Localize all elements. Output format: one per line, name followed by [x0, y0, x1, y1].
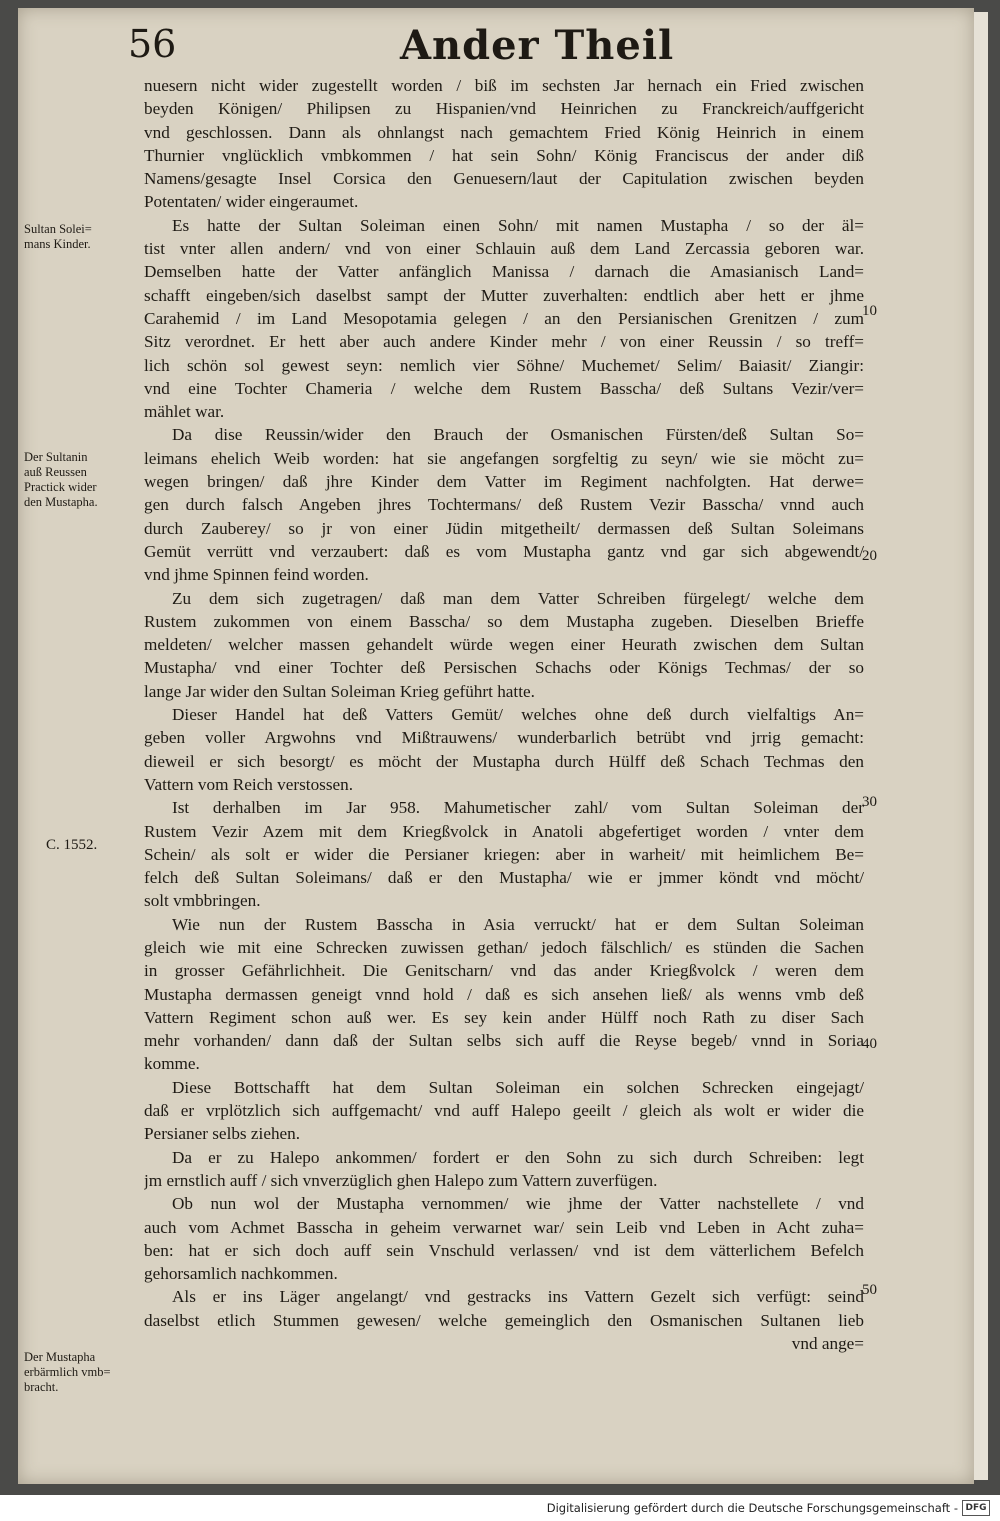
text-line: Carahemid / im Land Mesopotamia gelegen / an den Persianischen Grenitzen / zum	[144, 308, 864, 328]
text-line: Es hatte der Sultan Soleiman einen Sohn/ mit namen Mustapha / so der äl=	[172, 215, 864, 235]
footer	[0, 1495, 1000, 1521]
text-line: ben: hat er sich doch auff sein Vnschuld verlassen/ vnd ist dem vätterlichem Befelch	[144, 1240, 864, 1260]
text-line: Gemüt verrütt vnd verzaubert: daß es vom Mustapha gantz vnd gar sich abgewendt/	[144, 541, 864, 561]
page-edge	[974, 12, 988, 1480]
text-line: durch Zauberey/ so jr von einer Jüdin mitgetheilt/ dermassen deß Sultan Soleimans	[144, 518, 864, 538]
margin-note-line: Practick wider	[24, 480, 97, 494]
text-line: geben voller Argwohns vnd Mißtrauwens/ wunderbarlich betrübt vnd jrrig gemacht:	[144, 728, 864, 748]
margin-note-line: Der Sultanin	[24, 450, 88, 464]
margin-note-line: den Mustapha.	[24, 495, 98, 509]
text-line: Thurnier vnglücklich vmbkommen / hat sein Sohn/ König Franciscus der ander diß	[144, 145, 864, 165]
line-number: 20	[862, 548, 877, 564]
margin-note-line: auß Reussen	[24, 465, 87, 479]
text-line: Vattern Regiment schon auß wer. Es sey kein ander Hülff noch Rath zu diser Sach	[144, 1007, 864, 1027]
line-number: 40	[862, 1036, 877, 1052]
text-line: Ist derhalben im Jar 958. Mahumetischer zahl/ vom Sultan Soleiman der	[172, 798, 864, 818]
text-line: lange Jar wider den Sultan Soleiman Krieg geführt hatte.	[144, 681, 535, 701]
text-line: Mustapha dermassen geneigt vnnd hold / daß es sich ansehen ließ/ als wenns vmb deß	[144, 984, 864, 1004]
margin-note-line: erbärmlich vmb=	[24, 1365, 111, 1379]
text-line: Potentaten/ wider eingeraumet.	[144, 192, 359, 212]
text-line: schafft eingeben/sich daselbst sampt der Mutter zuverhalten: endtlich aber hett er jhme	[144, 285, 864, 305]
page-number: 56	[128, 22, 177, 66]
text-line: beyden Königen/ Philipsen zu Hispanien/vnd Heinrichen zu Franckreich/auffgericht	[144, 99, 864, 119]
line-number: 30	[862, 794, 877, 810]
text-line: lich schön sol gewest seyn: nemlich vier Söhne/ Muchemet/ Selim/ Baiasit/ Ziangir:	[144, 355, 864, 375]
footer-credit: Digitalisierung gefördert durch die Deutsche Forschungsgemeinschaft -	[546, 1501, 958, 1515]
text-line: Persianer selbs ziehen.	[144, 1124, 301, 1144]
text-line: jm ernstlich auff / sich vnverzüglich ghen Halepo zum Vattern zuverfügen.	[144, 1170, 658, 1190]
text-line: Wie nun der Rustem Basscha in Asia verruckt/ hat er dem Sultan Soleiman	[172, 914, 864, 934]
body-text	[144, 74, 864, 1355]
margin-note-year	[46, 838, 158, 853]
text-line: mehr vorhanden/ dann daß der Sultan selbs sich auff die Reyse begeb/ vnnd in Soria	[144, 1031, 864, 1051]
margin-note-line: C. 1552.	[46, 837, 98, 853]
text-line: komme.	[144, 1054, 200, 1074]
text-line: solt vmbbringen.	[144, 891, 261, 911]
text-line: Demselben hatte der Vatter anfänglich Manissa / darnach die Amasianisch Land=	[144, 262, 864, 282]
text-line: leimans ehelich Weib worden: hat sie angefangen sorgfeltig zu seyn/ wie sie möcht zu=	[144, 448, 864, 468]
text-line: tist vnter allen andern/ vnd von einer Schlauin auß dem Land Zercassia geboren war.	[144, 239, 864, 259]
text-line: Ob nun wol der Mustapha vernommen/ wie jhme der Vatter nachstellete / vnd	[172, 1194, 864, 1214]
text-line: Als er ins Läger angelangt/ vnd gestracks ins Vattern Gezelt sich verfügt: seind	[172, 1287, 864, 1307]
margin-note	[24, 222, 136, 252]
text-line: vnd geschlossen. Dann als ohnlangst nach gemachtem Fried König Heinrich in einem	[144, 122, 864, 142]
text-line: Sitz verordnet. Er hett aber auch andere Kinder mehr / von einer Reussin / so treff=	[144, 332, 864, 352]
text-line: vnd eine Tochter Chameria / welche dem Rustem Basscha/ deß Sultans Vezir/ver=	[144, 378, 864, 398]
dfg-logo: DFG	[962, 1500, 990, 1516]
text-line: Rustem Vezir Azem mit dem Kriegßvolck in Anatoli abgefertiget worden / vnter dem	[144, 821, 864, 841]
text-line: Namens/gesagte Insel Corsica den Genuesern/laut der Capitulation zwischen beyden	[144, 169, 864, 189]
text-line: Mustapha/ vnd einer Tochter deß Persischen Schachs oder Königs Techmas/ der so	[144, 658, 864, 678]
text-line: Da er zu Halepo ankommen/ fordert er den Sohn zu sich durch Schreiben: legt	[172, 1147, 864, 1167]
margin-note-line: mans Kinder.	[24, 237, 91, 251]
catchword: vnd ange=	[791, 1334, 864, 1354]
text-line: gen durch falsch Angeben jhres Tochtermans/ deß Rustem Vezir Basscha/ vnnd auch	[144, 495, 864, 515]
text-line: felch deß Sultan Soleimans/ daß er den Mustapha/ wie er jmmer köndt vnd möcht/	[144, 868, 864, 888]
text-line: Vattern vom Reich verstossen.	[144, 774, 354, 794]
text-line: nuesern nicht wider zugestellt worden / biß im sechsten Jar hernach ein Fried zwischen	[144, 76, 864, 95]
text-line: daselbst etlich Stummen gewesen/ welche gemeinglich den Osmanischen Sultanen lieb	[144, 1310, 864, 1330]
margin-note-line: Sultan Solei=	[24, 222, 92, 236]
text-line: Dieser Handel hat deß Vatters Gemüt/ welches ohne deß durch vielfaltigs An=	[172, 705, 864, 725]
margin-note	[24, 1350, 136, 1395]
text-line: Schein/ als solt er wider die Persianer kriegen: aber in warheit/ mit heimlichem Be=	[144, 844, 864, 864]
text-line: Rustem zukommen von einem Basscha/ so dem Mustapha zugeben. Dieselben Brieffe	[144, 611, 864, 631]
line-number: 50	[862, 1282, 877, 1298]
text-line: mählet war.	[144, 402, 225, 422]
text-line: in grosser Gefährlichheit. Die Genitscharn/ vnd das ander Kriegßvolck / weren dem	[144, 961, 864, 981]
margin-note	[24, 450, 136, 510]
text-line: vnd jhme Spinnen feind worden.	[144, 565, 369, 585]
text-line: Diese Bottschafft hat dem Sultan Soleiman ein solchen Schrecken eingejagt/	[172, 1077, 864, 1097]
running-title: Ander Theil	[400, 22, 675, 69]
text-line: auch vom Achmet Basscha in geheim verwarnet war/ sein Leib vnd Leben in Acht zuha=	[144, 1217, 864, 1237]
margin-note-line: Der Mustapha	[24, 1350, 96, 1364]
line-number: 10	[862, 303, 877, 319]
text-line: dieweil er sich besorgt/ es möcht der Mustapha durch Hülff deß Schach Techmas den	[144, 751, 864, 771]
text-line: daß er vrplötzlich sich auffgemacht/ vnd auff Halepo geeilt / gleich als wolt er wider die	[144, 1101, 864, 1121]
text-line: gehorsamlich nachkommen.	[144, 1264, 338, 1284]
text-line: Da dise Reussin/wider den Brauch der Osmanischen Fürsten/deß Sultan So=	[172, 425, 864, 445]
text-line: gleich wie mit eine Schrecken zuwissen gethan/ jedoch fälschlich/ es stünden die Sachen	[144, 937, 864, 957]
text-line: wegen bringen/ daß jhre Kinder dem Vatter im Regiment nachfolgten. Hat derwe=	[144, 472, 864, 492]
margin-note-line: bracht.	[24, 1380, 59, 1394]
text-line: meldeten/ welcher massen gehandelt würde wegen einer Heurath zwischen dem Sultan	[144, 635, 864, 655]
text-line: Zu dem sich zugetragen/ daß man dem Vatter Schreiben fürgelegt/ welche dem	[172, 588, 864, 608]
